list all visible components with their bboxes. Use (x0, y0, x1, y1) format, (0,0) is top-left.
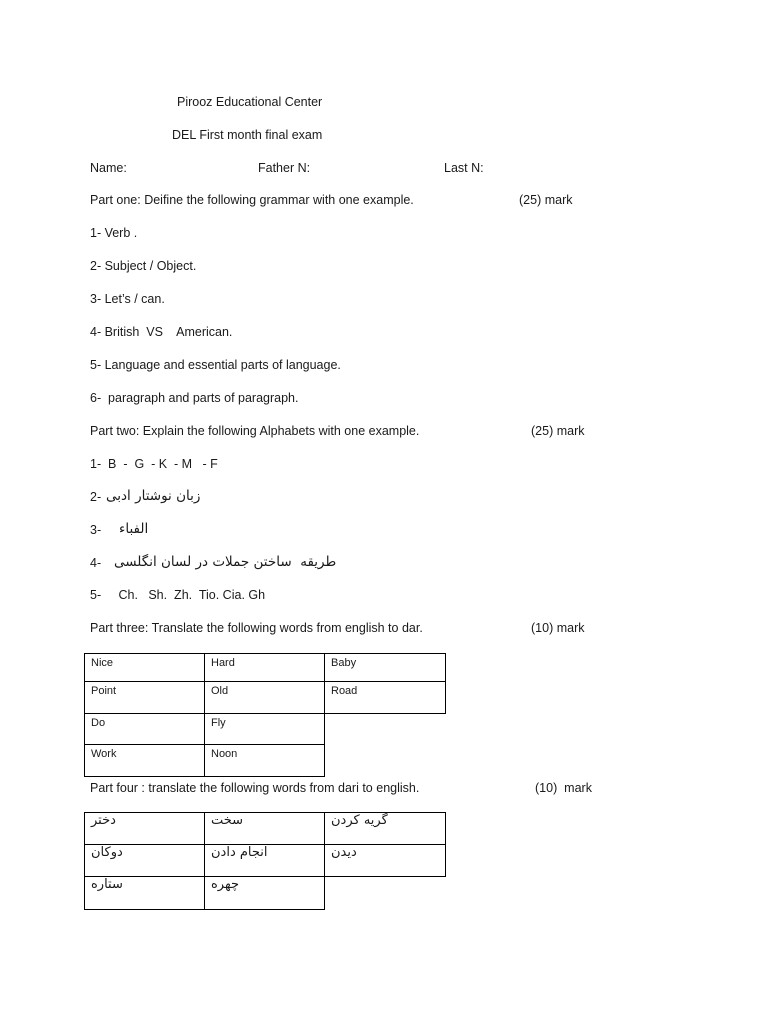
part-two-item: 1- B - G - K - M - F (90, 457, 218, 471)
table-row (85, 745, 446, 777)
part-two-item-number: 4- (90, 556, 102, 570)
part-two-mark: (25) mark (531, 424, 585, 438)
table-cell-text: دختر (91, 813, 116, 828)
part-three-mark: (10) mark (531, 621, 585, 635)
table-cell (325, 845, 446, 877)
part-one-item: 2- Subject / Object. (90, 259, 197, 273)
part-one-item: 1- Verb . (90, 226, 138, 240)
part-one-item: 3- Let’s / can. (90, 292, 165, 306)
part-three-title: Part three: Translate the following words from english to dar. (90, 621, 423, 635)
part-two-item: 5- Ch. Sh. Zh. Tio. Cia. Gh (90, 588, 266, 602)
table-cell (85, 813, 205, 845)
part-one-mark: (25) mark (519, 193, 573, 207)
table-cell-empty (325, 877, 446, 910)
table-cell: Do (85, 714, 205, 745)
name-label: Name: (90, 161, 127, 175)
table-cell: Work (85, 745, 205, 777)
table-row (85, 714, 446, 745)
table-cell (85, 877, 205, 910)
english-words-table (84, 653, 446, 777)
table-cell: Fly (205, 714, 325, 745)
table-cell-text: انجام دادن (211, 845, 268, 860)
table-cell (325, 813, 446, 845)
part-one-title: Part one: Deifine the following grammar with one example. (90, 193, 414, 207)
table-cell-text: گریه کردن (331, 813, 388, 828)
table-row (85, 845, 446, 877)
part-one-item: 5- Language and essential parts of language. (90, 358, 341, 372)
table-cell (205, 877, 325, 910)
table-cell-text: ستاره (91, 877, 123, 892)
last-name-label: Last N: (444, 161, 484, 175)
dari-words-table (84, 812, 446, 910)
table-row (85, 682, 446, 714)
table-cell (205, 845, 325, 877)
part-two-item-dari: زبان نوشتار ادبی (106, 488, 201, 504)
table-cell: Nice (85, 654, 205, 682)
part-four-mark: (10) mark (535, 781, 592, 795)
part-two-item-dari: طریقه ساختن جملات در لسان انگلسی (114, 554, 337, 570)
table-row (85, 813, 446, 845)
part-two-item-number: 3- (90, 523, 102, 537)
table-row (85, 877, 446, 910)
exam-title: DEL First month final exam (172, 128, 323, 142)
table-cell: Old (205, 682, 325, 714)
table-cell: Hard (205, 654, 325, 682)
table-cell-empty (325, 714, 446, 745)
part-two-item-number: 2- (90, 490, 102, 504)
part-one-item: 4- British VS American. (90, 325, 233, 339)
center-name: Pirooz Educational Center (177, 95, 323, 109)
table-cell: Baby (325, 654, 446, 682)
table-cell (85, 845, 205, 877)
table-row (85, 654, 446, 682)
table-cell: Point (85, 682, 205, 714)
table-cell: Noon (205, 745, 325, 777)
table-cell (205, 813, 325, 845)
table-cell-text: سخت (211, 813, 244, 828)
part-four-title: Part four : translate the following words from dari to english. (90, 781, 420, 795)
table-cell-empty (325, 745, 446, 777)
table-cell: Road (325, 682, 446, 714)
table-cell-text: دیدن (331, 845, 357, 860)
part-one-item: 6- paragraph and parts of paragraph. (90, 391, 299, 405)
table-cell-text: دوکان (91, 845, 123, 860)
father-name-label: Father N: (258, 161, 311, 175)
part-two-title: Part two: Explain the following Alphabets with one example. (90, 424, 420, 438)
table-cell-text: چهره (211, 877, 240, 892)
part-two-item-dari: الفباء (119, 521, 149, 537)
